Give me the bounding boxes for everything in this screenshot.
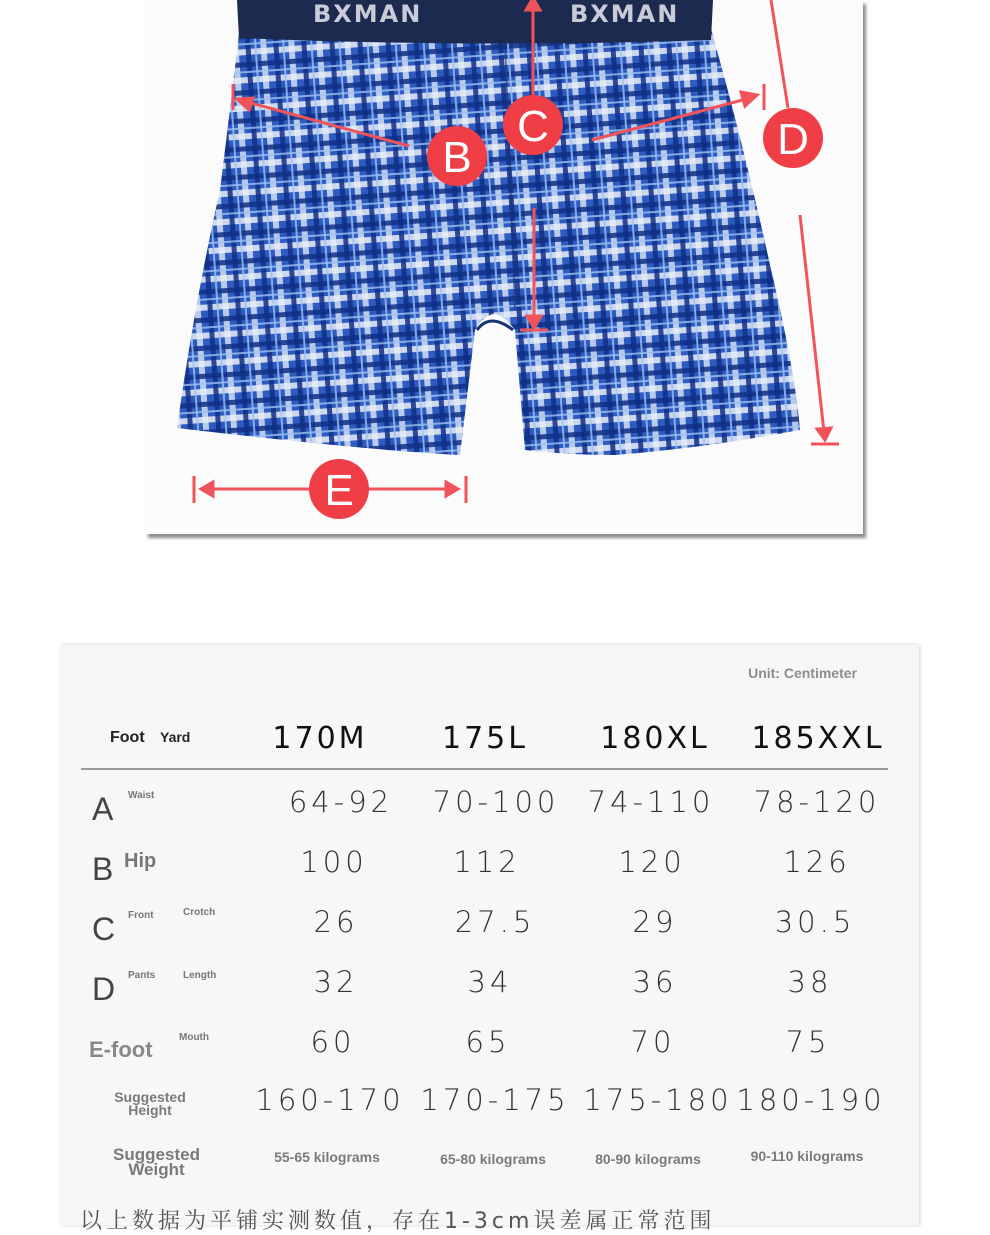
row-label: Pants (128, 970, 156, 981)
table-cell: 120 (618, 845, 686, 879)
row-letter: C (92, 911, 116, 947)
table-cell: 32 (313, 965, 359, 999)
table-row-weight (60, 1143, 919, 1199)
boxer-shorts-illustration (145, 0, 863, 534)
table-row-b (60, 845, 919, 901)
table-cell: 30.5 (774, 905, 856, 939)
table-cell: 64-92 (288, 785, 394, 819)
unit-label: Unit: Centimeter (748, 665, 857, 681)
table-row-e (60, 1025, 919, 1081)
table-cell: 29 (632, 905, 678, 939)
row-letter: D (92, 971, 116, 1007)
table-cell: 180-190 (736, 1083, 886, 1117)
table-cell: 65-80 kilograms (440, 1151, 546, 1167)
row-label-line-2: Weight (128, 1160, 185, 1179)
row-label-secondary: Crotch (183, 907, 216, 918)
brand-logo-right: BXMAN (570, 0, 680, 28)
table-cell: 112 (453, 845, 521, 879)
svg-text:C: C (517, 102, 549, 151)
header-divider (81, 768, 888, 770)
row-label: Waist (128, 790, 155, 801)
product-photo (145, 0, 863, 534)
row-label-line-1: Suggested (113, 1145, 200, 1164)
table-cell: 74-110 (587, 785, 715, 819)
header-label-foot: Foot (110, 729, 145, 746)
table-cell: 27.5 (454, 905, 536, 939)
svg-text:B: B (442, 133, 472, 182)
row-letter: B (92, 851, 114, 887)
header-size-185xxl: 185XXL (751, 721, 885, 756)
table-cell: 65 (465, 1025, 511, 1059)
marker-b (427, 126, 487, 186)
table-row-a (60, 785, 919, 841)
table-cell: 26 (313, 905, 359, 939)
table-cell: 34 (467, 965, 513, 999)
table-cell: 70-100 (432, 785, 560, 819)
header-label-yard: Yard (160, 729, 191, 745)
row-label-secondary: Mouth (179, 1032, 209, 1043)
table-cell: 175-180 (583, 1083, 733, 1117)
table-cell: 55-65 kilograms (274, 1149, 380, 1165)
header-size-170m: 170M (272, 721, 368, 756)
table-row-c (60, 905, 919, 961)
marker-c (503, 95, 563, 155)
row-label: E-foot (89, 1037, 153, 1062)
row-label: Front (128, 910, 154, 921)
row-label (100, 1091, 200, 1117)
size-chart (60, 645, 919, 1234)
table-cell: 70 (630, 1025, 676, 1059)
marker-d (763, 108, 823, 168)
table-cell: 100 (300, 845, 368, 879)
table-cell: 36 (632, 965, 678, 999)
brand-logo-left: BXMAN (313, 0, 423, 28)
table-row-height (60, 1083, 919, 1139)
table-cell: 38 (787, 965, 833, 999)
table-cell: 60 (310, 1025, 356, 1059)
row-label: Hip (124, 850, 157, 872)
table-row-d (60, 965, 919, 1021)
svg-text:E: E (324, 466, 354, 515)
marker-e (309, 459, 369, 519)
header-size-175l: 175L (442, 721, 528, 756)
table-cell: 80-90 kilograms (595, 1151, 701, 1167)
table-cell: 170-175 (420, 1083, 570, 1117)
header-size-180xl: 180XL (600, 721, 710, 756)
table-cell: 126 (783, 845, 851, 879)
svg-text:D: D (777, 115, 809, 164)
table-cell: 90-110 kilograms (750, 1148, 864, 1164)
row-label (99, 1147, 214, 1177)
row-label-line-1: Suggested (114, 1089, 186, 1105)
shorts-body (177, 25, 800, 455)
table-header (60, 715, 919, 765)
row-label-line-2: Height (128, 1102, 172, 1118)
table-cell: 160-170 (255, 1083, 405, 1117)
table-cell: 75 (785, 1025, 831, 1059)
row-letter: A (92, 791, 114, 827)
row-label-secondary: Length (183, 970, 217, 981)
measurement-note: 以上数据为平铺实测数值，存在1-3cm误差属正常范围 (80, 1209, 716, 1234)
table-cell: 78-120 (753, 785, 881, 819)
